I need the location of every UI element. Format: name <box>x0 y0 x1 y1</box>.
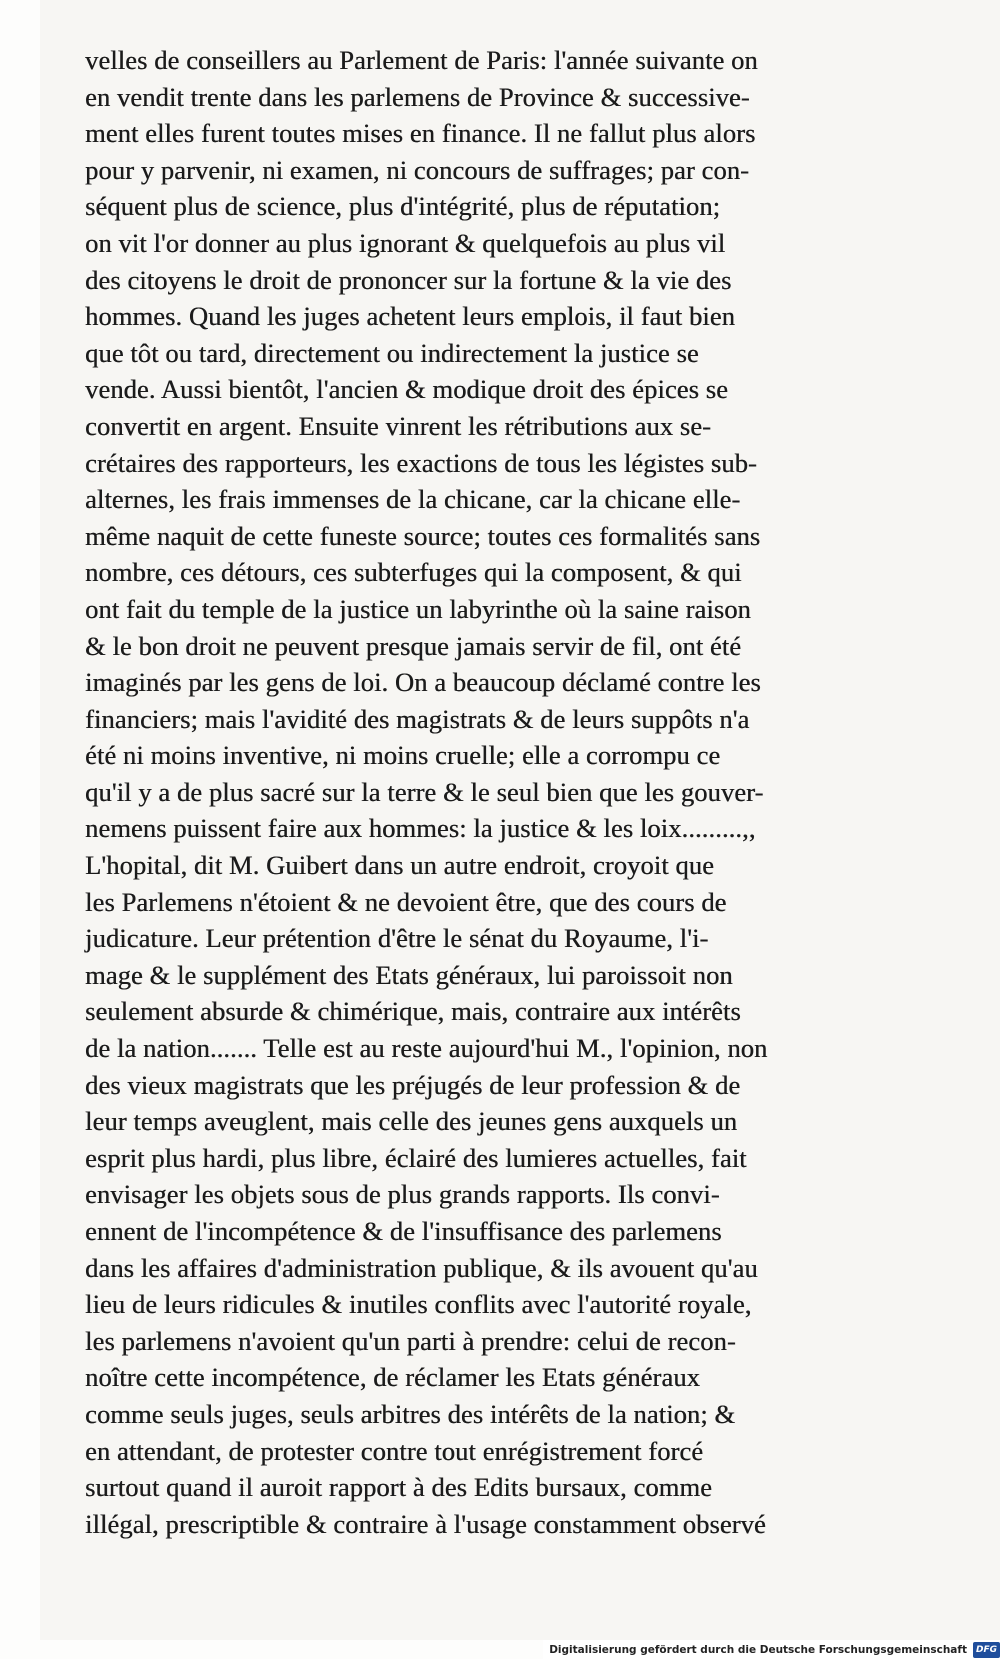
text-line: esprit plus hardi, plus libre, éclairé des lumieres actuelles, fait <box>85 1142 747 1173</box>
text-line: des vieux magistrats que les préjugés de leur profession & de <box>85 1069 741 1100</box>
text-line: imaginés par les gens de loi. On a beaucoup déclamé contre les <box>85 667 761 698</box>
text-line: pour y parvenir, ni examen, ni concours de suffrages; par con- <box>85 154 749 185</box>
text-line: en vendit trente dans les parlemens de Province & successive- <box>85 81 750 112</box>
text-line: noître cette incompétence, de réclamer les Etats généraux <box>85 1362 700 1393</box>
dfg-logo: DFG <box>973 1642 1000 1658</box>
text-line: vende. Aussi bientôt, l'ancien & modique droit des épices se <box>85 374 728 405</box>
text-line: L'hopital, dit M. Guibert dans un autre endroit, croyoit que <box>85 850 714 881</box>
text-line: que tôt ou tard, directement ou indirectement la justice se <box>85 337 699 368</box>
text-line: hommes. Quand les juges achetent leurs emplois, il faut bien <box>85 301 735 332</box>
text-line: de la nation....... Telle est au reste aujourd'hui M., l'opinion, non <box>85 1033 768 1064</box>
text-line: en attendant, de protester contre tout enrégistrement forcé <box>85 1435 704 1466</box>
text-line: mage & le supplément des Etats généraux, lui paroissoit non <box>85 959 733 990</box>
text-line: ennent de l'incompétence & de l'insuffisance des parlemens <box>85 1216 722 1246</box>
text-line: qu'il y a de plus sacré sur la terre & le seul bien que les gouver- <box>85 776 764 807</box>
text-line: ont fait du temple de la justice un labyrinthe où la saine raison <box>85 593 751 624</box>
text-line: séquent plus de science, plus d'intégrité, plus de réputation; <box>85 191 721 222</box>
text-line: été ni moins inventive, ni moins cruelle; elle a corrompu ce <box>85 740 721 771</box>
text-line: même naquit de cette funeste source; toutes ces formalités sans <box>85 520 761 551</box>
text-line: illégal, prescriptible & contraire à l'usage constamment observé <box>85 1508 766 1539</box>
text-line: dans les affaires d'administration publique, & ils avouent qu'au <box>85 1252 758 1283</box>
text-line: financiers; mais l'avidité des magistrats & de leurs suppôts n'a <box>85 703 750 734</box>
text-line: seulement absurde & chimérique, mais, contraire aux intérêts <box>85 996 741 1027</box>
text-line: les Parlemens n'étoient & ne devoient être, que des cours de <box>85 886 727 917</box>
text-line: & le bon droit ne peuvent presque jamais servir de fil, ont été <box>85 630 742 661</box>
text-line: envisager les objets sous de plus grands rapports. Ils convi- <box>85 1179 720 1210</box>
text-line: nombre, ces détours, ces subterfuges qui la composent, & qui <box>85 557 742 588</box>
text-line: nemens puissent faire aux hommes: la justice & les loix.........,, <box>85 813 756 844</box>
text-line: des citoyens le droit de prononcer sur la fortune & la vie des <box>85 264 732 295</box>
text-line: leur temps aveuglent, mais celle des jeunes gens auxquels un <box>85 1106 738 1137</box>
digitization-credit-banner <box>543 1640 1000 1659</box>
text-line: ment elles furent toutes mises en finance. Il ne fallut plus alors <box>85 118 756 149</box>
credit-text: Digitalisierung gefördert durch die Deutsche Forschungsgemeinschaft <box>549 1643 967 1656</box>
text-line: on vit l'or donner au plus ignorant & quelquefois au plus vil <box>85 227 726 258</box>
text-line: les parlemens n'avoient qu'un parti à prendre: celui de recon- <box>85 1325 736 1356</box>
text-line: convertit en argent. Ensuite vinrent les rétributions aux se- <box>85 410 711 441</box>
text-line: alternes, les frais immenses de la chicane, car la chicane elle- <box>85 484 741 515</box>
text-line: crétaires des rapporteurs, les exactions de tous les légistes sub- <box>85 447 757 478</box>
text-line: lieu de leurs ridicules & inutiles conflits avec l'autorité royale, <box>85 1289 752 1320</box>
body-text <box>85 42 965 1542</box>
text-line: surtout quand il auroit rapport à des Edits bursaux, comme <box>85 1472 712 1503</box>
text-line: velles de conseillers au Parlement de Paris: l'année suivante on <box>85 45 758 75</box>
text-line: judicature. Leur prétention d'être le sénat du Royaume, l'i- <box>85 923 709 954</box>
text-line: comme seuls juges, seuls arbitres des intérêts de la nation; & <box>85 1398 736 1429</box>
